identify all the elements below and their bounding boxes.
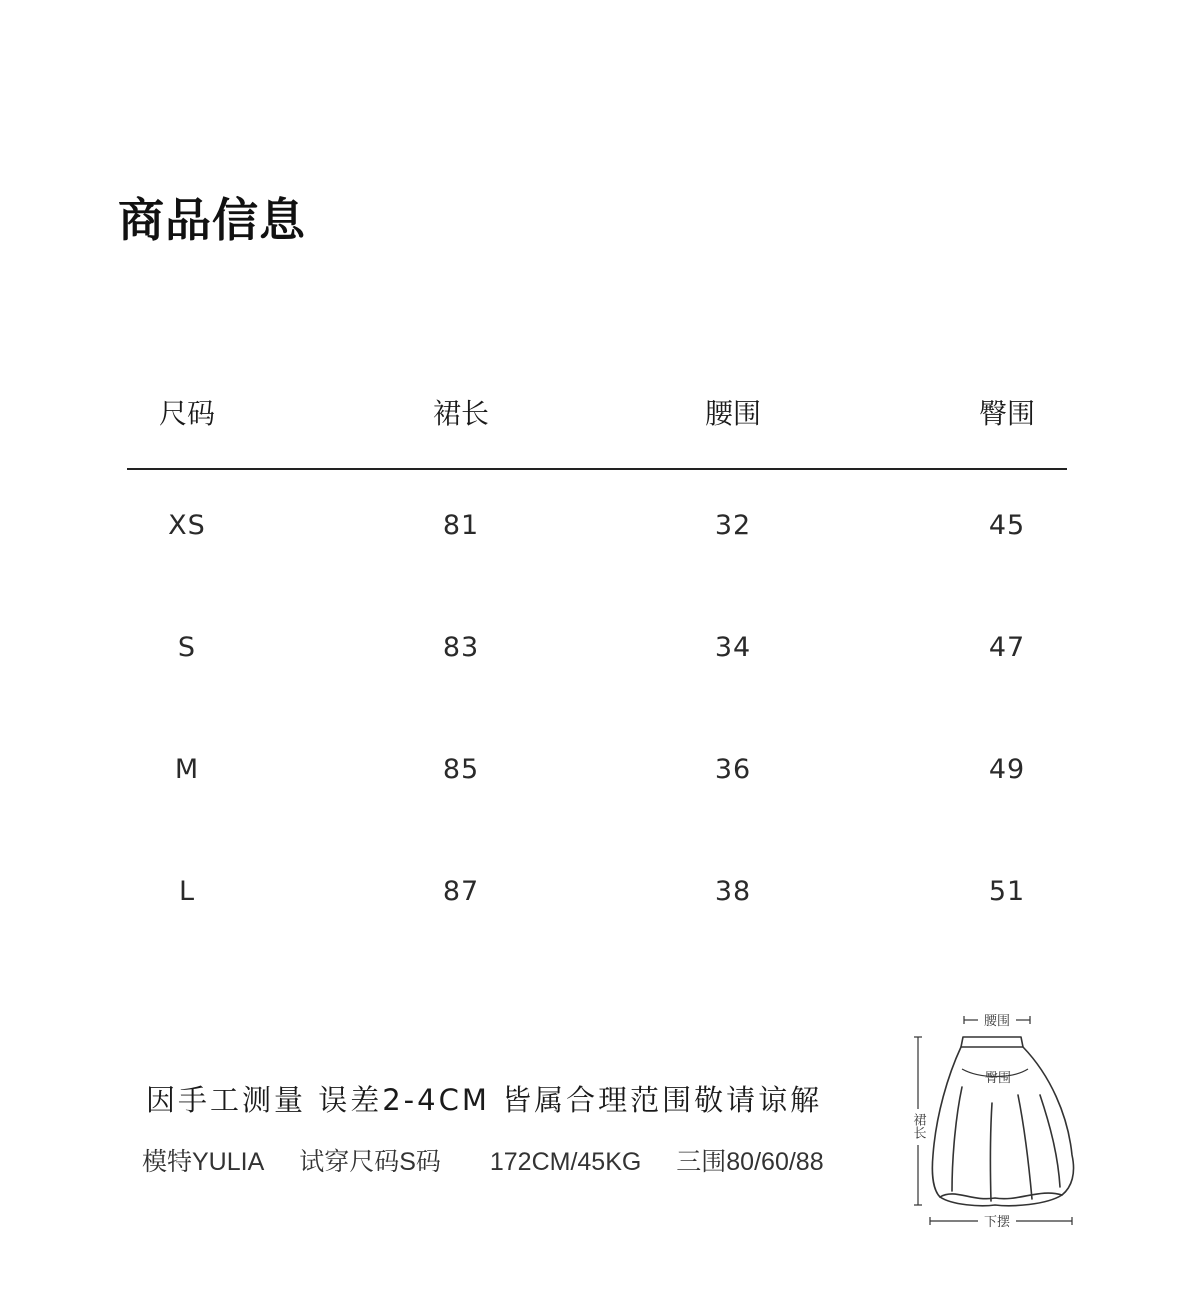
waist-label: 腰围 [983,1014,1011,1029]
measurement-note: 因手工测量 误差2-4CM 皆属合理范围敬请谅解 [146,1083,823,1117]
cell-size: S [177,632,197,663]
cell-length: 87 [442,876,480,907]
cell-waist: 38 [714,876,752,907]
cell-size: XS [168,510,206,541]
table-row [127,836,1067,958]
cell-length: 85 [442,754,480,785]
cell-length: 83 [442,632,480,663]
length-label: 裙长 [910,1113,926,1139]
cell-hip: 45 [988,510,1026,541]
hem-label: 下摆 [983,1215,1011,1230]
cell-hip: 49 [988,754,1026,785]
model-measurements: 三围80/60/88 [676,1148,824,1176]
hip-label: 臀围 [984,1071,1012,1086]
skirt-measurement-diagram [900,1005,1090,1235]
header-length: 裙长 [432,397,489,430]
cell-waist: 34 [714,632,752,663]
table-row [127,470,1067,592]
cell-hip: 51 [988,876,1026,907]
header-size: 尺码 [158,397,215,430]
table-row [127,714,1067,836]
skirt-outline [932,1037,1073,1206]
cell-length: 81 [442,510,480,541]
cell-size: M [174,754,200,785]
size-table [127,380,1067,958]
model-height-weight: 172CM/45KG [489,1148,642,1176]
header-hip: 臀围 [978,397,1035,430]
cell-waist: 36 [714,754,752,785]
model-name: 模特YULIA [142,1148,265,1176]
model-try-size: 试穿尺码S码 [299,1148,441,1176]
table-row [127,592,1067,714]
header-waist: 腰围 [704,397,761,430]
cell-waist: 32 [714,510,752,541]
page-title: 商品信息 [118,193,306,247]
model-info [142,1144,852,1180]
table-header-row [127,380,1067,470]
cell-hip: 47 [988,632,1026,663]
cell-size: L [178,876,196,907]
